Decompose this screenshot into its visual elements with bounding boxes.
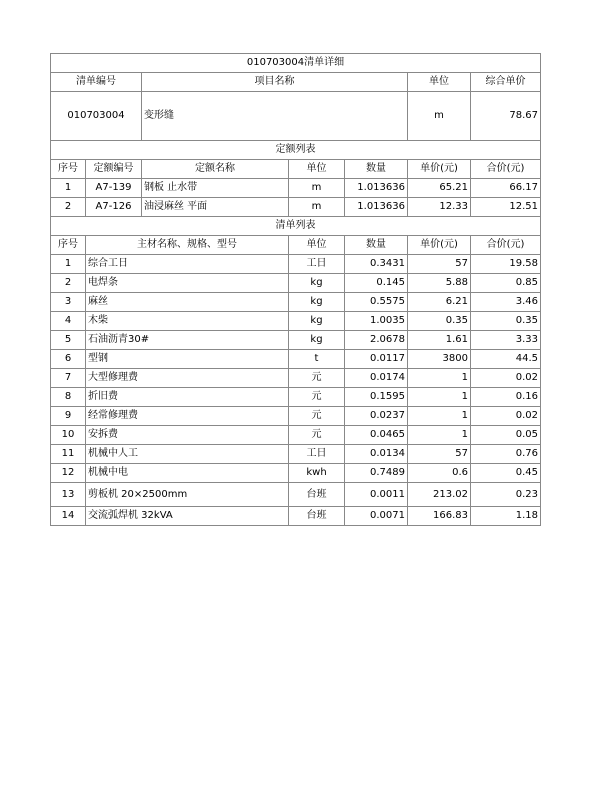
material-name: 机械中电 [86, 464, 289, 483]
item-name: 变形缝 [142, 92, 408, 141]
material-unit: 元 [289, 407, 345, 426]
material-qty: 1.0035 [345, 312, 408, 331]
material-total: 3.46 [471, 293, 541, 312]
material-row [51, 483, 541, 507]
material-total: 0.45 [471, 464, 541, 483]
header-price: 综合单价 [471, 73, 541, 92]
material-header-price: 单价(元) [408, 236, 471, 255]
material-row [51, 293, 541, 312]
material-seq: 2 [51, 274, 86, 293]
material-price: 3800 [408, 350, 471, 369]
material-unit: kg [289, 274, 345, 293]
material-header-name: 主材名称、规格、型号 [86, 236, 289, 255]
material-qty: 0.7489 [345, 464, 408, 483]
material-unit: 工日 [289, 255, 345, 274]
material-name: 剪板机 20×2500mm [86, 483, 289, 507]
material-total: 0.02 [471, 369, 541, 388]
material-name: 木柴 [86, 312, 289, 331]
material-section-title: 清单列表 [51, 217, 541, 236]
quota-header-seq: 序号 [51, 160, 86, 179]
material-qty: 0.0134 [345, 445, 408, 464]
material-seq: 3 [51, 293, 86, 312]
material-name: 大型修理费 [86, 369, 289, 388]
material-header-seq: 序号 [51, 236, 86, 255]
material-name: 交流弧焊机 32kVA [86, 507, 289, 526]
material-price: 6.21 [408, 293, 471, 312]
material-qty: 0.0237 [345, 407, 408, 426]
material-price: 1 [408, 369, 471, 388]
material-total: 0.23 [471, 483, 541, 507]
material-total: 0.05 [471, 426, 541, 445]
material-unit: t [289, 350, 345, 369]
material-price: 166.83 [408, 507, 471, 526]
material-row [51, 312, 541, 331]
material-unit: kwh [289, 464, 345, 483]
item-price: 78.67 [471, 92, 541, 141]
quota-unit: m [289, 198, 345, 217]
bill-detail-table [50, 53, 541, 526]
material-qty: 0.0071 [345, 507, 408, 526]
material-seq: 11 [51, 445, 86, 464]
material-row [51, 350, 541, 369]
material-unit: kg [289, 312, 345, 331]
material-name: 石油沥青30# [86, 331, 289, 350]
material-seq: 9 [51, 407, 86, 426]
material-price: 1 [408, 426, 471, 445]
quota-section-title: 定额列表 [51, 141, 541, 160]
material-total: 0.02 [471, 407, 541, 426]
material-row [51, 507, 541, 526]
material-total: 44.5 [471, 350, 541, 369]
material-price: 5.88 [408, 274, 471, 293]
material-price: 1 [408, 407, 471, 426]
material-qty: 2.0678 [345, 331, 408, 350]
material-unit: 工日 [289, 445, 345, 464]
material-seq: 8 [51, 388, 86, 407]
material-row [51, 426, 541, 445]
material-header-qty: 数量 [345, 236, 408, 255]
material-row [51, 255, 541, 274]
material-row [51, 369, 541, 388]
material-seq: 1 [51, 255, 86, 274]
header-unit: 单位 [408, 73, 471, 92]
quota-unit: m [289, 179, 345, 198]
quota-price: 12.33 [408, 198, 471, 217]
material-name: 电焊条 [86, 274, 289, 293]
quota-row [51, 179, 541, 198]
material-qty: 0.5575 [345, 293, 408, 312]
material-header-unit: 单位 [289, 236, 345, 255]
material-row [51, 464, 541, 483]
material-unit: 元 [289, 388, 345, 407]
quota-qty: 1.013636 [345, 198, 408, 217]
quota-header-price: 单价(元) [408, 160, 471, 179]
material-total: 0.76 [471, 445, 541, 464]
quota-code: A7-139 [86, 179, 142, 198]
material-name: 型钢 [86, 350, 289, 369]
material-name: 综合工日 [86, 255, 289, 274]
quota-price: 65.21 [408, 179, 471, 198]
quota-header-unit: 单位 [289, 160, 345, 179]
material-seq: 13 [51, 483, 86, 507]
material-qty: 0.3431 [345, 255, 408, 274]
header-code: 清单编号 [51, 73, 142, 92]
quota-row [51, 198, 541, 217]
material-unit: 台班 [289, 507, 345, 526]
material-name: 安拆费 [86, 426, 289, 445]
material-qty: 0.145 [345, 274, 408, 293]
material-unit: 元 [289, 369, 345, 388]
material-seq: 7 [51, 369, 86, 388]
material-row [51, 445, 541, 464]
item-code: 010703004 [51, 92, 142, 141]
material-seq: 10 [51, 426, 86, 445]
material-qty: 0.0117 [345, 350, 408, 369]
quota-header-name: 定额名称 [142, 160, 289, 179]
material-seq: 12 [51, 464, 86, 483]
quota-total: 66.17 [471, 179, 541, 198]
material-name: 麻丝 [86, 293, 289, 312]
material-price: 57 [408, 445, 471, 464]
material-seq: 14 [51, 507, 86, 526]
material-row [51, 407, 541, 426]
material-name: 机械中人工 [86, 445, 289, 464]
material-unit: 台班 [289, 483, 345, 507]
material-total: 0.16 [471, 388, 541, 407]
material-name: 经常修理费 [86, 407, 289, 426]
material-price: 1.61 [408, 331, 471, 350]
material-price: 0.35 [408, 312, 471, 331]
material-qty: 0.0465 [345, 426, 408, 445]
material-unit: kg [289, 293, 345, 312]
material-price: 0.6 [408, 464, 471, 483]
quota-name: 油浸麻丝 平面 [142, 198, 289, 217]
material-price: 57 [408, 255, 471, 274]
material-unit: 元 [289, 426, 345, 445]
quota-total: 12.51 [471, 198, 541, 217]
material-total: 3.33 [471, 331, 541, 350]
material-price: 1 [408, 388, 471, 407]
material-seq: 5 [51, 331, 86, 350]
material-price: 213.02 [408, 483, 471, 507]
material-total: 1.18 [471, 507, 541, 526]
quota-header-qty: 数量 [345, 160, 408, 179]
material-total: 0.85 [471, 274, 541, 293]
material-qty: 0.1595 [345, 388, 408, 407]
material-row [51, 331, 541, 350]
item-unit: m [408, 92, 471, 141]
quota-seq: 1 [51, 179, 86, 198]
material-row [51, 388, 541, 407]
material-qty: 0.0011 [345, 483, 408, 507]
material-total: 19.58 [471, 255, 541, 274]
material-total: 0.35 [471, 312, 541, 331]
quota-header-total: 合价(元) [471, 160, 541, 179]
quota-name: 钢板 止水带 [142, 179, 289, 198]
quota-seq: 2 [51, 198, 86, 217]
quota-qty: 1.013636 [345, 179, 408, 198]
material-header-total: 合价(元) [471, 236, 541, 255]
material-seq: 6 [51, 350, 86, 369]
material-row [51, 274, 541, 293]
material-name: 折旧费 [86, 388, 289, 407]
quota-code: A7-126 [86, 198, 142, 217]
header-name: 项目名称 [142, 73, 408, 92]
material-unit: kg [289, 331, 345, 350]
quota-header-code: 定额编号 [86, 160, 142, 179]
table-title: 010703004清单详细 [51, 54, 541, 73]
material-seq: 4 [51, 312, 86, 331]
material-qty: 0.0174 [345, 369, 408, 388]
